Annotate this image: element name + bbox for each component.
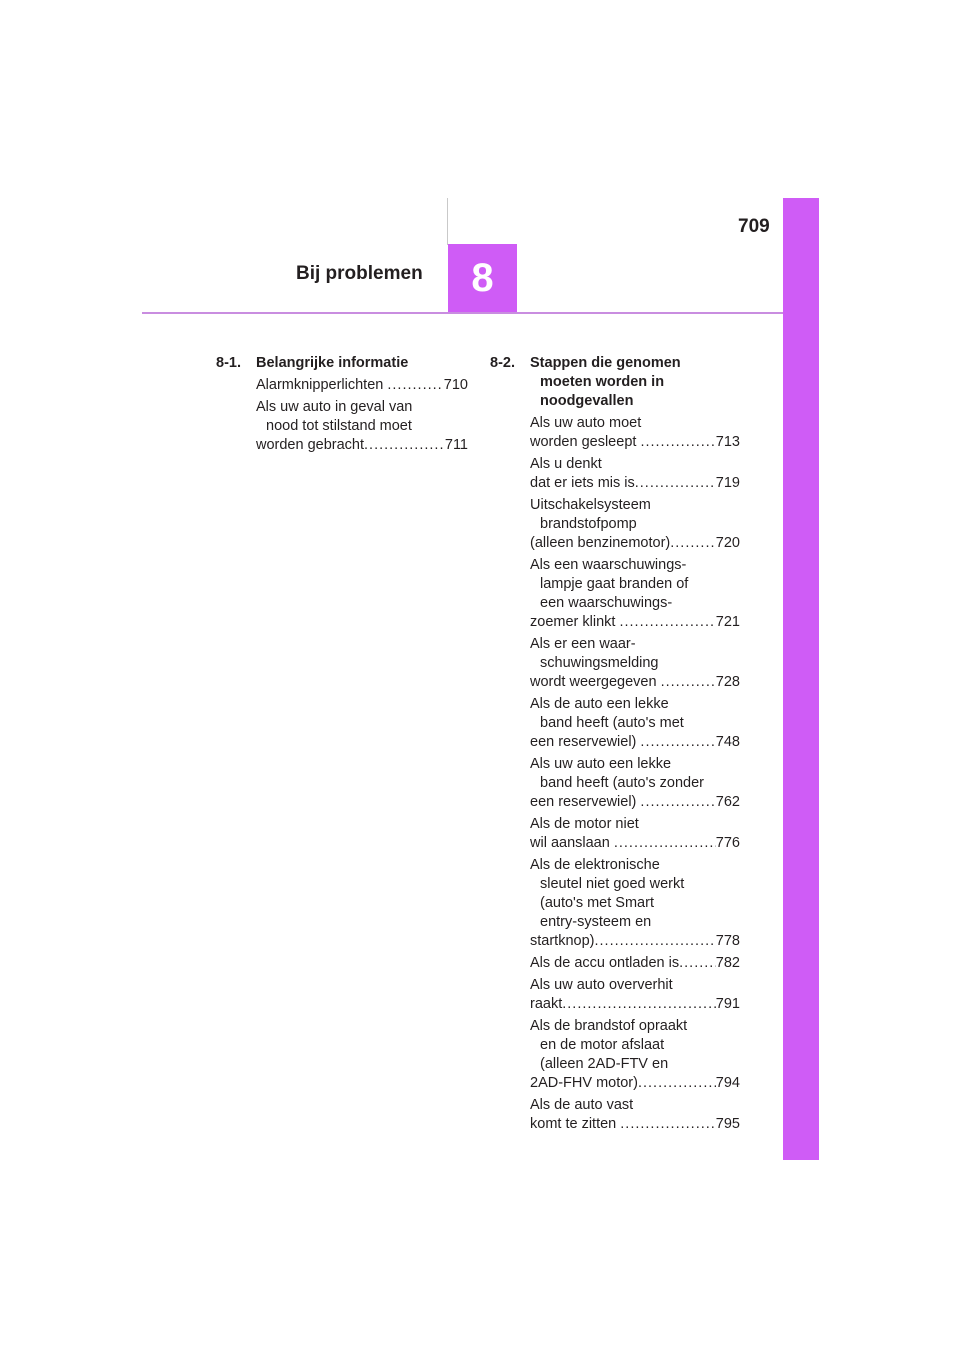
toc-entry[interactable] <box>530 954 740 973</box>
dot-leader <box>670 534 716 553</box>
toc-entry-page: 710 <box>443 377 468 393</box>
toc-entry-page: 748 <box>715 734 740 750</box>
toc-entry-page: 713 <box>715 434 740 450</box>
toc-section-heading <box>490 354 740 411</box>
header-divider <box>447 198 448 245</box>
toc-entry-title-end: worden gebracht <box>256 437 365 453</box>
toc-entry-title: Als de elektronische sleutel niet goed werkt (auto's met Smart entry-systeem en <box>530 857 685 930</box>
chapter-side-tab <box>783 198 819 1160</box>
toc-entry-title-end: worden gesleept <box>530 434 641 450</box>
toc-column-right <box>490 354 740 1137</box>
toc-entry[interactable] <box>530 755 740 812</box>
toc-entry-page: 719 <box>715 475 740 491</box>
toc-entry-page: 791 <box>715 996 740 1012</box>
toc-entry-page: 711 <box>444 437 468 453</box>
toc-entry-title: Als uw auto in geval van nood tot stilstand moet <box>256 399 413 434</box>
dot-leader <box>614 834 716 853</box>
toc-entry-title: Als u denkt <box>530 456 602 472</box>
header-rule <box>142 312 783 314</box>
toc-entry-title-end: startknop) <box>530 933 595 949</box>
toc-entry[interactable] <box>256 398 468 455</box>
toc-entry-title-end: komt te zitten <box>530 1116 621 1132</box>
toc-entry-page: 782 <box>715 955 740 971</box>
toc-entry[interactable] <box>530 455 740 493</box>
toc-entry-title: Als uw auto oververhit <box>530 977 673 993</box>
dot-leader <box>635 474 716 493</box>
toc-section-number: 8-2. <box>490 355 515 371</box>
dot-leader <box>638 1074 716 1093</box>
dot-leader <box>364 436 445 455</box>
toc-entry-page: 794 <box>715 1075 740 1091</box>
toc-entry-title: Als uw auto moet <box>530 415 642 431</box>
dot-leader <box>640 733 715 752</box>
toc-entry-title: Als de motor niet <box>530 816 639 832</box>
toc-entry-page: 778 <box>715 933 740 949</box>
toc-entry-title-end: Als de accu ontladen is <box>530 955 680 971</box>
toc-entry[interactable] <box>530 556 740 632</box>
toc-column-left <box>216 354 468 458</box>
toc-entry-title: Als een waarschuwings- lampje gaat branden of een waarschuwings- <box>530 557 689 611</box>
toc-entries <box>490 414 740 1134</box>
toc-entries <box>216 376 468 455</box>
chapter-number-box <box>448 244 517 313</box>
toc-entry-title-end: raakt <box>530 996 563 1012</box>
toc-entry[interactable] <box>530 414 740 452</box>
toc-entry-title: Als er een waar- schuwingsmelding <box>530 636 659 671</box>
toc-entry[interactable] <box>530 635 740 692</box>
dot-leader <box>562 995 716 1014</box>
toc-entry-title-end: dat er iets mis is <box>530 475 635 491</box>
dot-leader <box>679 954 716 973</box>
toc-entry-title-end: wil aanslaan <box>530 835 614 851</box>
dot-leader <box>619 613 715 632</box>
toc-section-title: Stappen die genomen moeten worden in noodgevallen <box>530 355 681 409</box>
toc-entry[interactable] <box>530 1096 740 1134</box>
chapter-number: 8 <box>471 256 494 300</box>
toc-entry-title-end: een reservewiel) <box>530 794 641 810</box>
toc-entry-title-end: 2AD-FHV motor) <box>530 1075 638 1091</box>
toc-entry[interactable] <box>530 976 740 1014</box>
dot-leader <box>594 932 715 951</box>
toc-entry[interactable] <box>530 496 740 553</box>
toc-entry[interactable] <box>530 1017 740 1093</box>
toc-section-title: Belangrijke informatie <box>256 355 409 371</box>
toc-entry-title: Uitschakelsysteem brandstofpomp <box>530 497 651 532</box>
dot-leader <box>387 376 443 395</box>
toc-entry-page: 721 <box>715 614 740 630</box>
toc-entry-title-end: (alleen benzinemotor) <box>530 535 671 551</box>
chapter-title: Bij problemen <box>296 263 423 284</box>
page-number: 709 <box>738 216 770 237</box>
toc-entry-page: 776 <box>715 835 740 851</box>
toc-entry[interactable] <box>530 815 740 853</box>
toc-entry[interactable] <box>256 376 468 395</box>
toc-section-heading <box>216 354 468 373</box>
dot-leader <box>620 1115 716 1134</box>
toc-entry-title-end: zoemer klinkt <box>530 614 620 630</box>
toc-entry-title: Als de auto een lekke band heeft (auto's met <box>530 696 684 731</box>
toc-entry-page: 795 <box>715 1116 740 1132</box>
dot-leader <box>640 793 715 812</box>
toc-entry-title-end: een reservewiel) <box>530 734 641 750</box>
dot-leader <box>661 673 716 692</box>
toc-entry-title-end: wordt weergegeven <box>530 674 661 690</box>
toc-section-number: 8-1. <box>216 355 241 371</box>
dot-leader <box>640 433 715 452</box>
toc-entry-title: Als uw auto een lekke band heeft (auto's zonder <box>530 756 704 791</box>
toc-entry[interactable] <box>530 856 740 951</box>
toc-entry-page: 720 <box>715 535 740 551</box>
toc-entry-page: 762 <box>715 794 740 810</box>
toc-entry-page: 728 <box>715 674 740 690</box>
toc-entry-title-end: Alarmknipperlichten <box>256 377 388 393</box>
toc-entry-title: Als de auto vast <box>530 1097 634 1113</box>
toc-entry[interactable] <box>530 695 740 752</box>
toc-entry-title: Als de brandstof opraakt en de motor afslaat (alleen 2AD-FTV en <box>530 1018 688 1072</box>
